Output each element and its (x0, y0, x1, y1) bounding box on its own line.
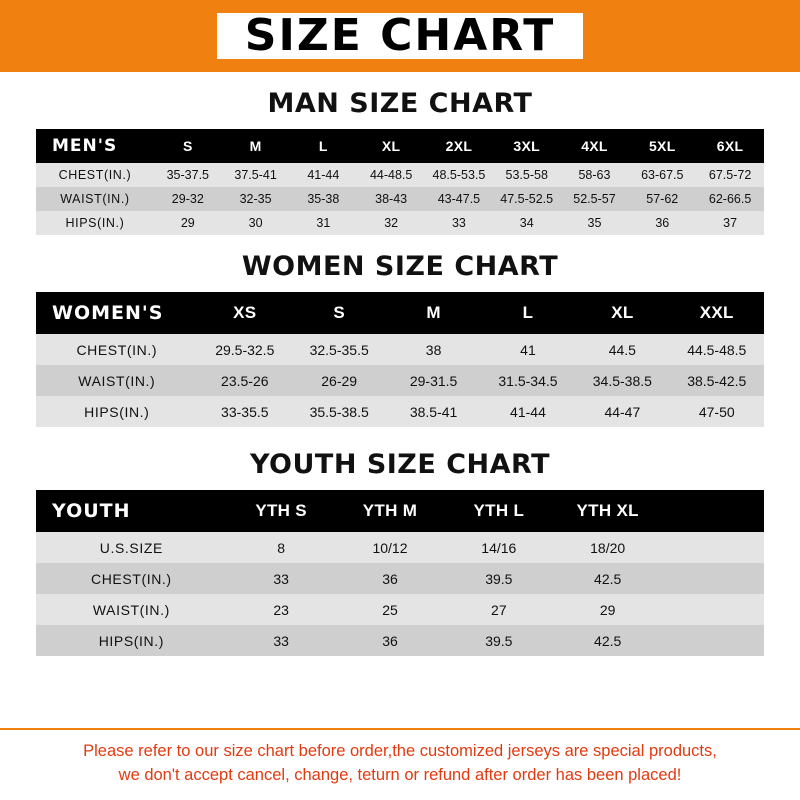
youth-header-cell: YTH L (473, 501, 525, 520)
table-cell: 35-38 (307, 192, 340, 206)
table-cell: 41 (520, 341, 536, 358)
table-row (36, 594, 764, 625)
women-header-cell: S (333, 303, 345, 322)
youth-header-row (36, 490, 764, 532)
table-cell: 67.5-72 (708, 168, 752, 182)
table-cell: 29.5-32.5 (215, 341, 275, 358)
table-cell: 27 (491, 601, 507, 618)
table-cell: 36 (382, 632, 398, 649)
men-table-body (36, 163, 764, 235)
table-cell: 29 (599, 601, 616, 618)
table-row (36, 532, 764, 563)
table-cell: 39.5 (485, 570, 513, 587)
table-cell: 8 (277, 539, 286, 556)
table-cell: 44.5 (608, 341, 636, 358)
footer-note-line-2: we don't accept cancel, change, teturn or refund after order has been placed! (118, 766, 682, 785)
women-size-section (0, 235, 800, 427)
table-row (36, 211, 764, 235)
table-cell: 43-47.5 (437, 192, 481, 206)
table-cell: 29-32 (171, 192, 204, 206)
footer-note (0, 728, 800, 800)
men-header-cell: 3XL (513, 138, 540, 154)
table-cell: 37.5-41 (234, 168, 277, 182)
table-cell: 33 (451, 216, 466, 230)
table-cell: 57-62 (646, 192, 679, 206)
table-cell: 38.5-42.5 (687, 372, 747, 389)
table-cell: 31.5-34.5 (498, 372, 558, 389)
table-cell: 18/20 (590, 539, 626, 556)
table-cell: 33 (273, 632, 289, 649)
youth-table-body (36, 532, 764, 656)
table-cell: 41-44 (510, 403, 546, 420)
table-cell: 29 (180, 216, 195, 230)
row-label: WAIST(IN.) (60, 192, 130, 206)
footer-note-line-1: Please refer to our size chart before order,the customized jerseys are special products, (83, 742, 717, 761)
table-cell: 33 (273, 570, 289, 587)
table-cell: 35.5-38.5 (309, 403, 369, 420)
men-header-cell: M (249, 138, 262, 154)
women-section-title: WOMEN SIZE CHART (241, 251, 559, 282)
men-header-cell: S (182, 138, 193, 154)
women-header-cell: M (426, 303, 441, 322)
women-header-cell: XL (611, 303, 634, 322)
table-cell: 14/16 (481, 539, 517, 556)
men-size-table (36, 129, 764, 235)
men-header-cell: MEN'S (52, 136, 118, 156)
row-label: WAIST(IN.) (78, 372, 156, 389)
women-header-cell: L (522, 303, 534, 322)
table-cell: 30 (248, 216, 263, 230)
table-row (36, 163, 764, 187)
women-header-row (36, 292, 764, 334)
table-cell: 34.5-38.5 (592, 372, 652, 389)
youth-size-section (0, 427, 800, 656)
table-cell: 38-43 (375, 192, 408, 206)
men-header-cell: 5XL (648, 138, 676, 154)
youth-header-cell: YTH XL (576, 501, 639, 520)
table-row (36, 625, 764, 656)
table-cell: 31 (316, 216, 331, 230)
table-cell: 36 (382, 570, 398, 587)
table-row (36, 563, 764, 594)
men-header-cell: 4XL (581, 138, 608, 154)
page-title: SIZE CHART (217, 13, 583, 59)
table-cell-spacer (662, 563, 764, 594)
table-cell: 47-50 (698, 403, 735, 420)
table-cell: 44.5-48.5 (687, 341, 747, 358)
youth-header-cell: YTH S (255, 501, 307, 520)
table-cell: 35 (587, 216, 602, 230)
table-row (36, 334, 764, 365)
table-cell: 62-66.5 (708, 192, 752, 206)
table-cell: 38 (425, 341, 442, 358)
table-cell: 29-31.5 (409, 372, 458, 389)
men-header-cell: 2XL (445, 138, 473, 154)
women-table-head (36, 292, 764, 334)
table-cell-spacer (662, 594, 764, 625)
men-section-title: MAN SIZE CHART (267, 88, 533, 119)
table-cell: 39.5 (485, 632, 513, 649)
table-cell: 47.5-52.5 (500, 192, 554, 206)
women-size-table (36, 292, 764, 427)
men-table-head (36, 129, 764, 163)
youth-header-cell: YTH M (362, 501, 418, 520)
table-cell: 42.5 (594, 570, 622, 587)
table-cell: 44-47 (604, 403, 641, 420)
header-band (0, 0, 800, 72)
women-header-cell: XS (233, 303, 257, 322)
youth-section-title: YOUTH SIZE CHART (249, 449, 551, 480)
table-cell: 38.5-41 (409, 403, 458, 420)
table-row (36, 396, 764, 427)
table-cell: 32 (384, 216, 399, 230)
row-label: HIPS(IN.) (98, 632, 164, 649)
row-label: HIPS(IN.) (84, 403, 150, 420)
men-header-cell: XL (381, 138, 401, 154)
row-label: CHEST(IN.) (58, 168, 132, 182)
women-table-body (36, 334, 764, 427)
table-cell: 32.5-35.5 (309, 341, 369, 358)
row-label: U.S.SIZE (99, 539, 163, 556)
youth-size-table (36, 490, 764, 656)
youth-table-head (36, 490, 764, 532)
youth-header-spacer (662, 490, 764, 532)
table-cell: 41-44 (307, 168, 340, 182)
table-row (36, 365, 764, 396)
table-cell-spacer (662, 625, 764, 656)
table-cell: 23 (273, 601, 289, 618)
table-cell: 35-37.5 (166, 168, 209, 182)
row-label: CHEST(IN.) (91, 570, 172, 587)
table-cell: 63-67.5 (641, 168, 684, 182)
table-cell: 34 (519, 216, 534, 230)
table-cell: 52.5-57 (573, 192, 616, 206)
table-cell: 44-48.5 (369, 168, 413, 182)
table-cell-spacer (662, 532, 764, 563)
table-row (36, 187, 764, 211)
row-label: CHEST(IN.) (76, 341, 158, 358)
women-header-cell: XXL (699, 303, 734, 322)
table-cell: 48.5-53.5 (432, 168, 486, 182)
table-cell: 53.5-58 (505, 168, 548, 182)
women-header-cell: WOMEN'S (52, 302, 164, 324)
men-header-cell: L (318, 138, 328, 154)
table-cell: 25 (382, 601, 398, 618)
youth-header-cell: YOUTH (52, 500, 131, 522)
table-cell: 26-29 (321, 372, 358, 389)
table-cell: 10/12 (372, 539, 408, 556)
table-cell: 58-63 (578, 168, 611, 182)
row-label: HIPS(IN.) (65, 216, 125, 230)
men-header-cell: 6XL (716, 138, 744, 154)
table-cell: 42.5 (594, 632, 622, 649)
table-cell: 33-35.5 (221, 403, 269, 420)
table-cell: 32-35 (239, 192, 272, 206)
men-size-section (0, 72, 800, 235)
table-cell: 37 (723, 216, 738, 230)
row-label: WAIST(IN.) (92, 601, 170, 618)
men-header-row (36, 129, 764, 163)
table-cell: 23.5-26 (221, 372, 269, 389)
table-cell: 36 (655, 216, 670, 230)
